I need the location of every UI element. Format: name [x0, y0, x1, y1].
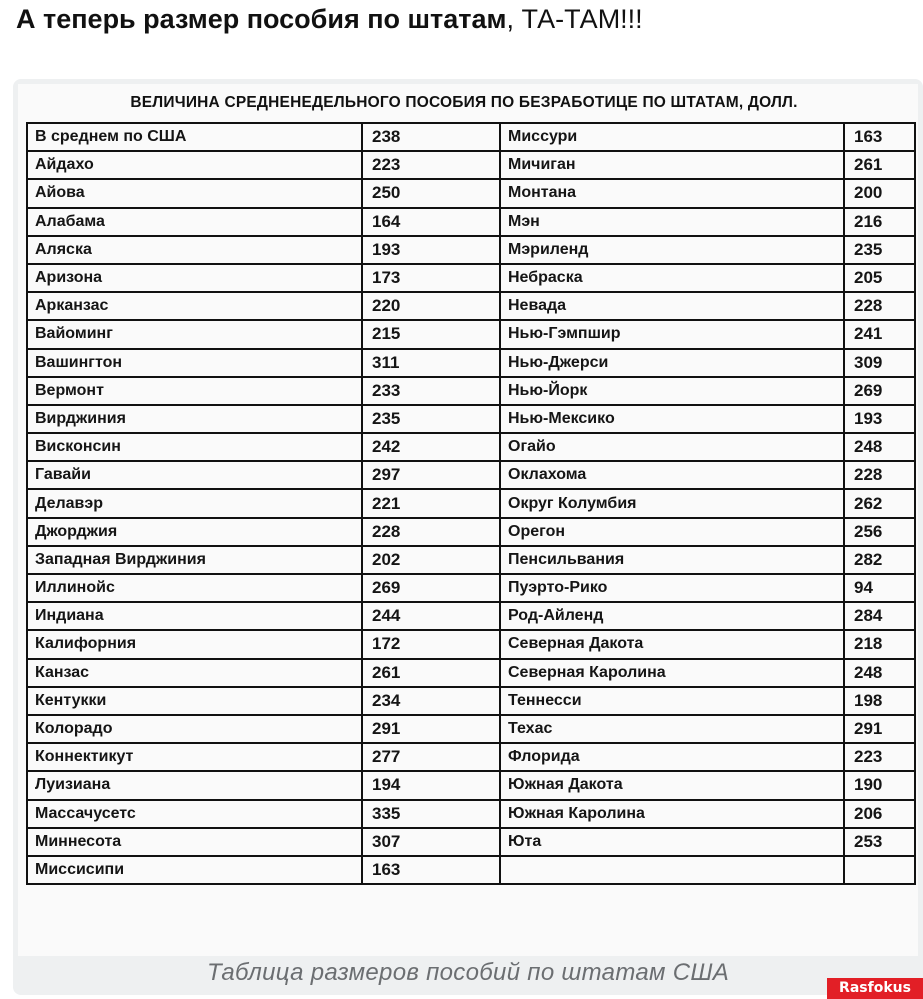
figure-caption: Таблица размеров пособий по штатам США: [206, 959, 730, 986]
state-name-cell: Аляска: [27, 236, 362, 264]
state-name-cell: Техас: [500, 715, 844, 743]
state-name-cell: Канзас: [27, 659, 362, 687]
state-name-cell: [500, 856, 844, 884]
benefit-value-cell: 250: [362, 179, 500, 207]
table-row: [27, 292, 915, 320]
benefit-value-cell: 218: [844, 630, 915, 658]
benefit-value-cell: 206: [844, 800, 915, 828]
state-name-cell: Мичиган: [500, 151, 844, 179]
benefits-table: [26, 122, 916, 885]
benefit-value-cell: 269: [844, 377, 915, 405]
state-name-cell: Пенсильвания: [500, 546, 844, 574]
benefit-value-cell: 228: [844, 461, 915, 489]
state-name-cell: Нью-Джерси: [500, 349, 844, 377]
state-name-cell: Северная Каролина: [500, 659, 844, 687]
benefit-value-cell: 248: [844, 433, 915, 461]
benefit-value-cell: 205: [844, 264, 915, 292]
benefit-value-cell: 198: [844, 687, 915, 715]
benefits-table-body: [27, 123, 915, 884]
state-name-cell: Колорадо: [27, 715, 362, 743]
benefit-value-cell: 244: [362, 602, 500, 630]
table-row: [27, 236, 915, 264]
benefit-value-cell: 164: [362, 208, 500, 236]
state-name-cell: Айова: [27, 179, 362, 207]
table-row: [27, 771, 915, 799]
table-row: [27, 743, 915, 771]
benefit-value-cell: 256: [844, 518, 915, 546]
state-name-cell: Нью-Йорк: [500, 377, 844, 405]
state-name-cell: Кентукки: [27, 687, 362, 715]
scanned-table-sheet: [18, 84, 918, 956]
table-row: [27, 433, 915, 461]
benefit-value-cell: 173: [362, 264, 500, 292]
state-name-cell: Миссисипи: [27, 856, 362, 884]
benefit-value-cell: 335: [362, 800, 500, 828]
state-name-cell: Алабама: [27, 208, 362, 236]
state-name-cell: Мэриленд: [500, 236, 844, 264]
benefit-value-cell: 234: [362, 687, 500, 715]
table-row: [27, 518, 915, 546]
state-name-cell: Луизиана: [27, 771, 362, 799]
benefit-value-cell: 223: [362, 151, 500, 179]
benefit-value-cell: 221: [362, 489, 500, 517]
state-name-cell: Северная Дакота: [500, 630, 844, 658]
benefit-value-cell: 190: [844, 771, 915, 799]
state-name-cell: Джорджия: [27, 518, 362, 546]
state-name-cell: Пуэрто-Рико: [500, 574, 844, 602]
state-name-cell: Округ Колумбия: [500, 489, 844, 517]
benefit-value-cell: 172: [362, 630, 500, 658]
state-name-cell: Арканзас: [27, 292, 362, 320]
state-name-cell: Делавэр: [27, 489, 362, 517]
benefit-value-cell: 269: [362, 574, 500, 602]
benefit-value-cell: 242: [362, 433, 500, 461]
state-name-cell: Юта: [500, 828, 844, 856]
state-name-cell: Гавайи: [27, 461, 362, 489]
benefit-value-cell: 261: [844, 151, 915, 179]
state-name-cell: Висконсин: [27, 433, 362, 461]
state-name-cell: Мэн: [500, 208, 844, 236]
benefit-value-cell: 238: [362, 123, 500, 151]
table-row: [27, 461, 915, 489]
table-row: [27, 800, 915, 828]
state-name-cell: Калифорния: [27, 630, 362, 658]
state-name-cell: Индиана: [27, 602, 362, 630]
state-name-cell: Оклахома: [500, 461, 844, 489]
table-row: [27, 208, 915, 236]
table-row: [27, 715, 915, 743]
benefit-value-cell: 261: [362, 659, 500, 687]
benefit-value-cell: 297: [362, 461, 500, 489]
benefit-value-cell: 309: [844, 349, 915, 377]
state-name-cell: Вирджиния: [27, 405, 362, 433]
benefit-value-cell: 216: [844, 208, 915, 236]
benefit-value-cell: 228: [844, 292, 915, 320]
benefit-value-cell: 163: [844, 123, 915, 151]
state-name-cell: Вашингтон: [27, 349, 362, 377]
state-name-cell: Западная Вирджиния: [27, 546, 362, 574]
benefit-value-cell: 291: [362, 715, 500, 743]
benefit-value-cell: 262: [844, 489, 915, 517]
state-name-cell: Орегон: [500, 518, 844, 546]
table-row: [27, 828, 915, 856]
benefit-value-cell: 277: [362, 743, 500, 771]
post-heading: [16, 4, 643, 35]
benefit-value-cell: 235: [362, 405, 500, 433]
benefit-value-cell: 282: [844, 546, 915, 574]
table-row: [27, 151, 915, 179]
benefit-value-cell: 215: [362, 320, 500, 348]
heading-rest-text: , ТА-ТАМ!!!: [506, 4, 643, 34]
state-name-cell: Вермонт: [27, 377, 362, 405]
table-row: [27, 489, 915, 517]
state-name-cell: Вайоминг: [27, 320, 362, 348]
table-row: [27, 574, 915, 602]
benefit-value-cell: 200: [844, 179, 915, 207]
state-name-cell: Южная Каролина: [500, 800, 844, 828]
table-row: [27, 179, 915, 207]
state-name-cell: Айдахо: [27, 151, 362, 179]
table-row: [27, 546, 915, 574]
state-name-cell: Иллинойс: [27, 574, 362, 602]
table-row: [27, 123, 915, 151]
benefit-value-cell: 94: [844, 574, 915, 602]
table-row: [27, 377, 915, 405]
benefit-value-cell: 307: [362, 828, 500, 856]
state-name-cell: Невада: [500, 292, 844, 320]
benefit-value-cell: 220: [362, 292, 500, 320]
benefit-value-cell: 248: [844, 659, 915, 687]
table-image-figure: [13, 79, 923, 995]
state-name-cell: Монтана: [500, 179, 844, 207]
table-title: ВЕЛИЧИНА СРЕДНЕНЕДЕЛЬНОГО ПОСОБИЯ ПО БЕЗРАБОТИЦЕ ПО ШТАТАМ, ДОЛЛ.: [130, 94, 798, 111]
table-row: [27, 349, 915, 377]
state-name-cell: Нью-Мексико: [500, 405, 844, 433]
state-name-cell: Миссури: [500, 123, 844, 151]
table-row: [27, 856, 915, 884]
benefit-value-cell: 233: [362, 377, 500, 405]
state-name-cell: Массачусетс: [27, 800, 362, 828]
state-name-cell: Огайо: [500, 433, 844, 461]
state-name-cell: Небраска: [500, 264, 844, 292]
site-watermark-logo: Rasfokus: [827, 978, 923, 999]
benefit-value-cell: 241: [844, 320, 915, 348]
state-name-cell: Нью-Гэмпшир: [500, 320, 844, 348]
benefit-value-cell: 193: [844, 405, 915, 433]
table-row: [27, 405, 915, 433]
benefit-value-cell: 228: [362, 518, 500, 546]
benefit-value-cell: 194: [362, 771, 500, 799]
table-row: [27, 630, 915, 658]
state-name-cell: Коннектикут: [27, 743, 362, 771]
benefit-value-cell: 291: [844, 715, 915, 743]
table-row: [27, 320, 915, 348]
table-row: [27, 264, 915, 292]
table-row: [27, 687, 915, 715]
benefit-value-cell: 253: [844, 828, 915, 856]
heading-bold-text: А теперь размер пособия по штатам: [16, 4, 507, 34]
state-name-cell: Род-Айленд: [500, 602, 844, 630]
state-name-cell: Флорида: [500, 743, 844, 771]
benefit-value-cell: 284: [844, 602, 915, 630]
benefit-value-cell: 311: [362, 349, 500, 377]
table-row: [27, 659, 915, 687]
benefit-value-cell: 202: [362, 546, 500, 574]
state-name-cell: В среднем по США: [27, 123, 362, 151]
state-name-cell: Теннесси: [500, 687, 844, 715]
benefit-value-cell: 193: [362, 236, 500, 264]
benefit-value-cell: [844, 856, 915, 884]
state-name-cell: Миннесота: [27, 828, 362, 856]
state-name-cell: Южная Дакота: [500, 771, 844, 799]
benefit-value-cell: 223: [844, 743, 915, 771]
benefit-value-cell: 163: [362, 856, 500, 884]
table-row: [27, 602, 915, 630]
state-name-cell: Аризона: [27, 264, 362, 292]
benefit-value-cell: 235: [844, 236, 915, 264]
